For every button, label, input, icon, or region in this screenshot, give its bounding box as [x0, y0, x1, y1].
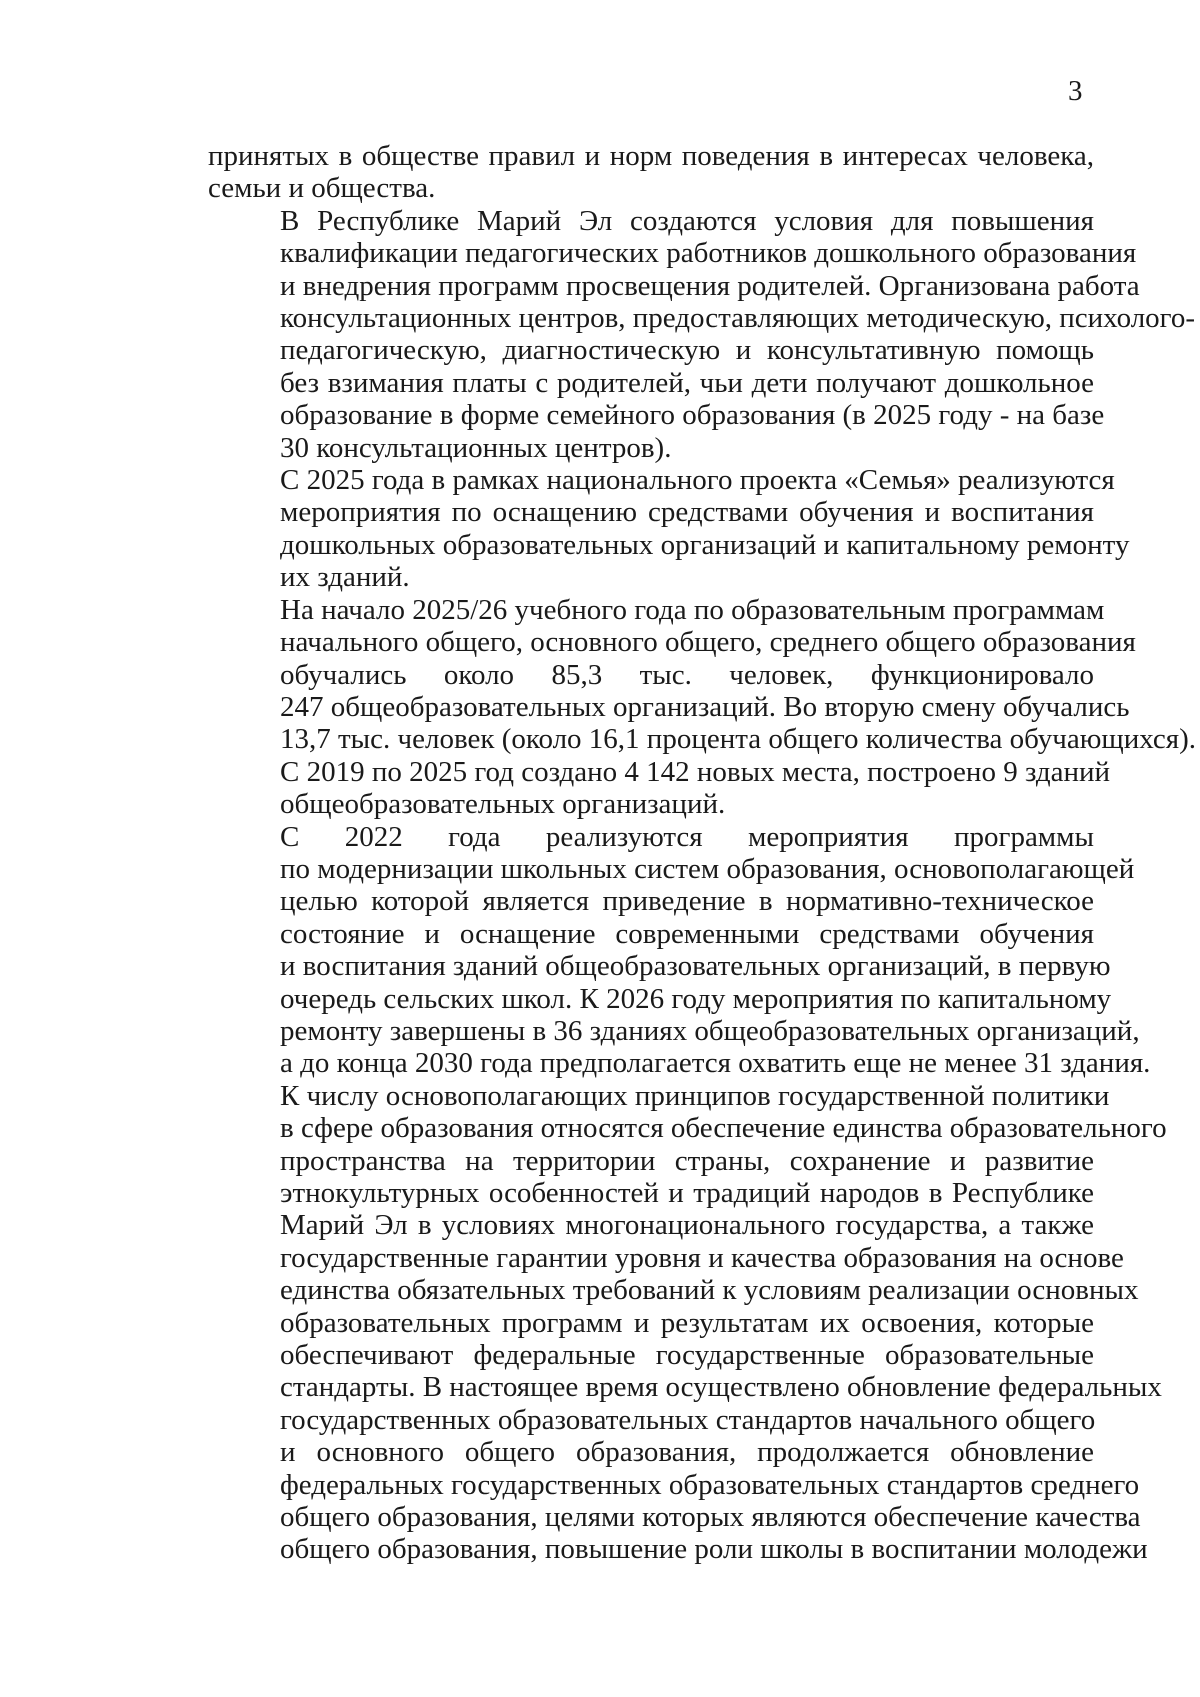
text-line: дошкольных образовательных организаций и капитальному ремонту: [280, 528, 1130, 561]
text-line: семьи и общества.: [208, 172, 436, 205]
text-line: С 2022 года реализуются мероприятия программы: [280, 820, 1094, 853]
paragraph: [208, 140, 1094, 205]
text-line: этнокультурных особенностей и традиций народов в Республике: [280, 1177, 1094, 1209]
paragraph: [208, 820, 1151, 1080]
text-line: состояние и оснащение современными средствами обучения: [280, 917, 1094, 950]
text-line: педагогическую, диагностическую и консультативную помощь: [280, 334, 1094, 367]
text-line: общего образования, целями которых являются обеспечение качества: [280, 1501, 1141, 1534]
text-line: Марий Эл в условиях многонационального государства, а также: [280, 1209, 1094, 1242]
text-line: ремонту завершены в 36 зданиях общеобразовательных организаций,: [280, 1014, 1140, 1047]
text-line: в сфере образования относятся обеспечение единства образовательного: [280, 1112, 1167, 1145]
text-line: целью которой является приведение в нормативно-техническое: [280, 885, 1094, 918]
text-line: 247 общеобразовательных организаций. Во вторую смену обучались: [280, 690, 1130, 723]
text-line: их зданий.: [280, 561, 410, 594]
text-line: стандарты. В настоящее время осуществлено обновление федеральных: [280, 1371, 1162, 1404]
text-line: общего образования, повышение роли школы в воспитании молодежи: [280, 1533, 1148, 1566]
text-line: обучались около 85,3 тыс. человек, функционировало: [280, 658, 1094, 691]
text-line: федеральных государственных образовательных стандартов среднего: [280, 1468, 1140, 1501]
text-line: государственные гарантии уровня и качества образования на основе: [280, 1241, 1124, 1274]
text-line: консультационных центров, предоставляющих методическую, психолого-: [280, 302, 1196, 335]
paragraph: [208, 1079, 1167, 1566]
page-number: 3: [1068, 75, 1083, 107]
text-line: единства обязательных требований к условиям реализации основных: [280, 1274, 1139, 1307]
document-body: [208, 140, 1197, 1566]
text-line: пространства на территории страны, сохранение и развитие: [280, 1144, 1094, 1177]
text-line: 13,7 тыс. человек (около 16,1 процента общего количества обучающихся).: [280, 723, 1197, 756]
paragraph: [208, 755, 1111, 821]
paragraph: [208, 204, 1196, 464]
text-line: принятых в обществе правил и норм поведения в интересах человека,: [208, 140, 1094, 172]
text-line: по модернизации школьных систем образования, основополагающей: [280, 852, 1135, 885]
text-line: общеобразовательных организаций.: [280, 788, 726, 821]
text-line: квалификации педагогических работников дошкольного образования: [280, 237, 1137, 270]
text-line: а до конца 2030 года предполагается охватить еще не менее 31 здания.: [280, 1047, 1151, 1080]
text-line: 30 консультационных центров).: [280, 431, 672, 464]
text-line: государственных образовательных стандартов начального общего: [280, 1403, 1096, 1436]
text-line: К числу основополагающих принципов государственной политики: [280, 1079, 1110, 1112]
text-line: На начало 2025/26 учебного года по образовательным программам: [280, 593, 1105, 626]
text-line: обеспечивают федеральные государственные образовательные: [280, 1339, 1094, 1372]
paragraph: [208, 464, 1130, 594]
text-line: очередь сельских школ. К 2026 году мероприятия по капитальному: [280, 982, 1112, 1015]
text-line: мероприятия по оснащению средствами обучения и воспитания: [280, 496, 1094, 529]
text-line: без взимания платы с родителей, чьи дети получают дошкольное: [280, 366, 1094, 399]
text-line: В Республике Марий Эл создаются условия для повышения: [280, 204, 1094, 237]
paragraph: [208, 593, 1197, 756]
text-line: начального общего, основного общего, среднего общего образования: [280, 626, 1136, 659]
text-line: и воспитания зданий общеобразовательных организаций, в первую: [280, 950, 1111, 983]
text-line: С 2019 по 2025 год создано 4 142 новых места, построено 9 зданий: [280, 755, 1111, 788]
text-line: и основного общего образования, продолжается обновление: [280, 1436, 1094, 1469]
text-line: С 2025 года в рамках национального проекта «Семья» реализуются: [280, 464, 1115, 497]
text-line: образование в форме семейного образования (в 2025 году - на базе: [280, 399, 1105, 432]
text-line: образовательных программ и результатам их освоения, которые: [280, 1306, 1094, 1339]
text-line: и внедрения программ просвещения родителей. Организована работа: [280, 269, 1140, 302]
